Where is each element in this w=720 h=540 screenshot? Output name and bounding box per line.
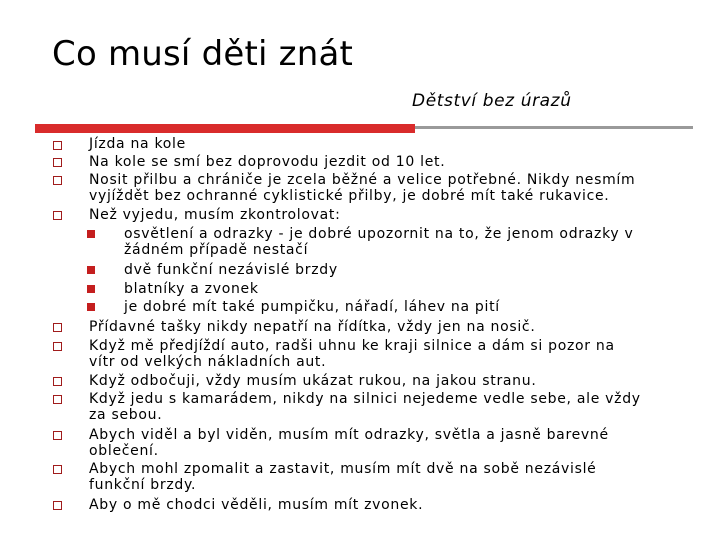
- list-item-line: Na kole se smí bez doprovodu jezdit od 10 let.: [89, 154, 446, 170]
- list-item: [89, 172, 689, 205]
- list-item: [89, 154, 689, 171]
- list-item-line: Přídavné tašky nikdy nepatří na řídítka, vždy jen na nosič.: [89, 319, 536, 335]
- sub-list-item-line: blatníky a zvonek: [124, 281, 259, 297]
- hollow-square-bullet-icon: [53, 377, 62, 386]
- sub-list-item-line: dvě funkční nezávislé brzdy: [124, 262, 338, 278]
- list-item-line: oblečení.: [89, 443, 159, 459]
- slide-subtitle: Dětství bez úrazů: [412, 91, 572, 111]
- sub-list-item-line: osvětlení a odrazky - je dobré upozornit na to, že jenom odrazky v: [124, 226, 634, 242]
- list-item: [89, 461, 689, 494]
- list-item: [89, 338, 689, 371]
- filled-square-bullet-icon: [87, 266, 95, 274]
- hollow-square-bullet-icon: [53, 211, 62, 220]
- slide-title: Co musí děti znát: [52, 34, 354, 74]
- list-item: [89, 497, 689, 514]
- sub-list-item: [124, 281, 704, 298]
- hollow-square-bullet-icon: [53, 395, 62, 404]
- list-item: [89, 136, 689, 153]
- list-item-line: Když jedu s kamarádem, nikdy na silnici nejedeme vedle sebe, ale vždy: [89, 391, 641, 407]
- list-item: [89, 207, 689, 224]
- hollow-square-bullet-icon: [53, 323, 62, 332]
- list-item-line: za sebou.: [89, 407, 163, 423]
- hollow-square-bullet-icon: [53, 141, 62, 150]
- list-item-line: Abych mohl zpomalit a zastavit, musím mít dvě na sobě nezávislé: [89, 461, 597, 477]
- hollow-square-bullet-icon: [53, 342, 62, 351]
- list-item-line: Jízda na kole: [89, 136, 186, 152]
- hollow-square-bullet-icon: [53, 431, 62, 440]
- hollow-square-bullet-icon: [53, 158, 62, 167]
- list-item-line: Než vyjedu, musím zkontrolovat:: [89, 207, 341, 223]
- list-item-line: vyjíždět bez ochranné cyklistické přilby, je dobré mít také rukavice.: [89, 188, 610, 204]
- list-item-line: Když mě předjíždí auto, radši uhnu ke kraji silnice a dám si pozor na: [89, 338, 615, 354]
- list-item: [89, 391, 689, 424]
- list-item-line: funkční brzdy.: [89, 477, 197, 493]
- list-item-line: Nosit přilbu a chrániče je zcela běžné a velice potřebné. Nikdy nesmím: [89, 172, 636, 188]
- list-item: [89, 373, 689, 390]
- sub-list-item-line: žádném případě nestačí: [124, 242, 309, 258]
- hollow-square-bullet-icon: [53, 501, 62, 510]
- filled-square-bullet-icon: [87, 303, 95, 311]
- list-item: [89, 319, 689, 336]
- sub-list-item: [124, 262, 704, 279]
- hollow-square-bullet-icon: [53, 176, 62, 185]
- sub-list-item-line: je dobré mít také pumpičku, nářadí, láhev na pití: [124, 299, 500, 315]
- sub-list-item: [124, 299, 704, 316]
- filled-square-bullet-icon: [87, 230, 95, 238]
- list-item: [89, 427, 689, 460]
- hollow-square-bullet-icon: [53, 465, 62, 474]
- list-item-line: Aby o mě chodci věděli, musím mít zvonek.: [89, 497, 424, 513]
- list-item-line: Abych viděl a byl viděn, musím mít odrazky, světla a jasně barevné: [89, 427, 609, 443]
- sub-list-item: [124, 226, 704, 259]
- filled-square-bullet-icon: [87, 285, 95, 293]
- list-item-line: vítr od velkých nákladních aut.: [89, 354, 327, 370]
- list-item-line: Když odbočuji, vždy musím ukázat rukou, na jakou stranu.: [89, 373, 537, 389]
